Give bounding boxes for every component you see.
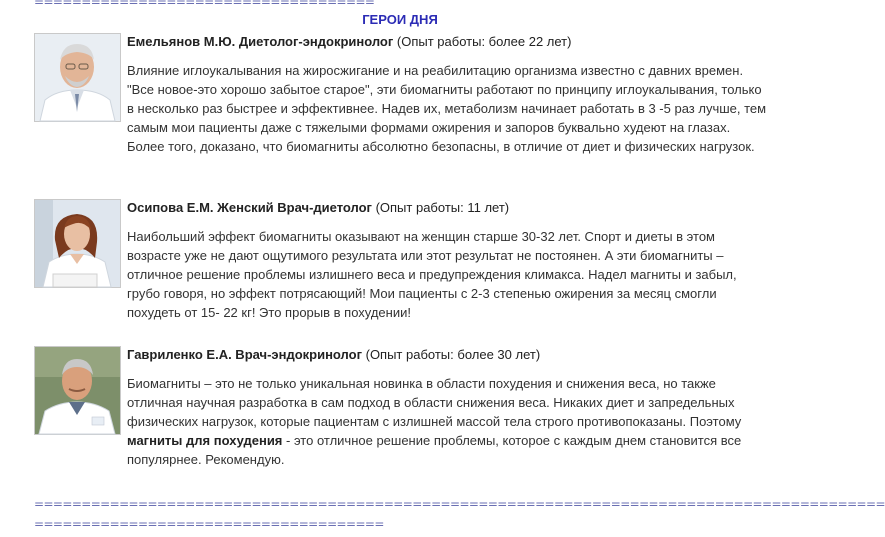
bottom-divider-1: ========================================================================================== (34, 497, 885, 511)
hero-testimonial-part: - это отличное решение проблемы, которое с каждым днем становится все популярнее. Рекомендую. (127, 433, 742, 467)
hero-photo-osipova (34, 199, 121, 288)
hero-testimonial-part: Биомагниты – это не только уникальная новинка в области похудения и снижения веса, но также отличная научная разработка в сам подход в области снижения веса. Никаких диет и запредельных физических нагрузок, которые пациентам с излишней массой тела строго противопоказаны. Поэтому (127, 376, 742, 429)
hero-experience: (Опыт работы: 11 лет) (371, 200, 510, 215)
hero-name: Осипова Е.М. Женский Врач-диетолог (127, 200, 372, 215)
hero-text-emelyanov (127, 33, 787, 156)
hero-testimonial: Наибольший эффект биомагниты оказывают на женщин старше 30-32 лет. Спорт и диеты в этом возрасте уже не дают ощутимого результата или этот результат не постоянен. А эти биомагниты – отличное решение проблемы излишнего веса и предупреждения климакса. Надел магниты и забыл, грубо говоря, но эффект потрясающий! Мои пациенты с 2-3 степенью ожирения за месяц смогли похудеть от 15- 22 кг! Это прорыв в похудении! (127, 229, 737, 320)
top-divider: ==================================== (34, 0, 375, 9)
hero-text-osipova (127, 199, 787, 322)
hero-heading (127, 199, 787, 217)
section-title: ГЕРОИ ДНЯ (362, 12, 438, 27)
hero-experience: (Опыт работы: более 22 лет) (393, 34, 572, 49)
hero-name: Гавриленко Е.А. Врач-эндокринолог (127, 347, 362, 362)
hero-photo-gavrilenko (34, 346, 121, 435)
hero-heading (127, 33, 787, 51)
hero-heading (127, 346, 787, 364)
hero-experience: (Опыт работы: более 30 лет) (362, 347, 541, 362)
hero-testimonial (127, 374, 767, 469)
hero-text-gavrilenko (127, 346, 787, 469)
hero-testimonial: Влияние иглоукалывания на жиросжигание и на реабилитацию организма известно с давних времен. "Все новое-это хорошо забытое старое", эти биомагниты работают по принципу иглоукалывания, только в несколько раз быстрее и эффективнее. Надев их, метаболизм начинает работать в 3 -5 раз лучше, тем самым мои пациенты даже с тяжелыми формами ожирения и запоров буквально худеют на глазах. Более того, доказано, что биомагниты абсолютно безопасны, в отличие от диет и физических нагрузок. (127, 63, 767, 154)
hero-name: Емельянов М.Ю. Диетолог-эндокринолог (127, 34, 394, 49)
hero-photo-emelyanov (34, 33, 121, 122)
magnets-keyword: магниты для похудения (127, 433, 283, 448)
bottom-divider-2: ===================================== (34, 517, 384, 531)
